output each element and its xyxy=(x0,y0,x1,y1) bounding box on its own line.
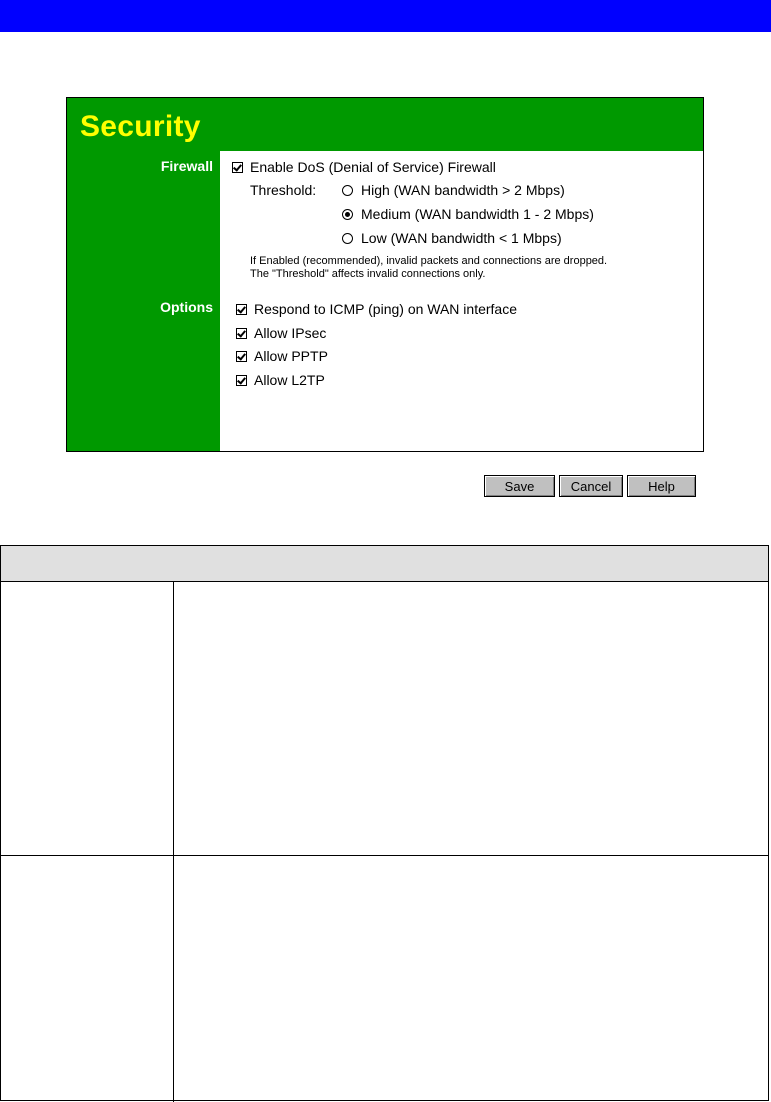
save-button[interactable]: Save xyxy=(484,475,555,497)
firewall-note-2: The "Threshold" affects invalid connections only. xyxy=(250,268,486,280)
respond-icmp-label: Respond to ICMP (ping) on WAN interface xyxy=(254,301,518,317)
threshold-high-radio[interactable] xyxy=(342,185,353,196)
allow-l2tp-checkbox[interactable] xyxy=(236,375,247,386)
security-panel xyxy=(66,97,704,494)
allow-pptp-row[interactable] xyxy=(236,348,328,364)
threshold-high-row[interactable] xyxy=(342,182,565,198)
page-header-bar xyxy=(0,0,771,32)
firewall-section-label: Firewall xyxy=(160,158,213,174)
table-row-divider xyxy=(1,855,768,856)
threshold-low-radio[interactable] xyxy=(342,233,353,244)
help-button[interactable]: Help xyxy=(627,475,696,497)
cancel-button[interactable]: Cancel xyxy=(559,475,623,497)
threshold-medium-radio[interactable] xyxy=(342,209,353,220)
table-header-row xyxy=(1,546,768,582)
options-section-label: Options xyxy=(160,299,213,315)
threshold-medium-label: Medium (WAN bandwidth 1 - 2 Mbps) xyxy=(361,206,594,222)
allow-pptp-label: Allow PPTP xyxy=(254,348,328,364)
threshold-low-label: Low (WAN bandwidth < 1 Mbps) xyxy=(361,230,562,246)
threshold-label: Threshold: xyxy=(250,182,317,198)
allow-l2tp-label: Allow L2TP xyxy=(254,372,325,388)
allow-ipsec-label: Allow IPsec xyxy=(254,325,327,341)
table-column-divider xyxy=(173,582,174,1102)
allow-ipsec-checkbox[interactable] xyxy=(236,328,247,339)
firewall-note-1: If Enabled (recommended), invalid packets and connections are dropped. xyxy=(250,255,608,267)
page-title: Security xyxy=(80,110,201,143)
allow-ipsec-row[interactable] xyxy=(236,325,326,341)
respond-icmp-checkbox[interactable] xyxy=(236,304,247,315)
settings-content xyxy=(220,151,703,494)
threshold-low-row[interactable] xyxy=(342,230,562,246)
allow-pptp-checkbox[interactable] xyxy=(236,351,247,362)
allow-l2tp-row[interactable] xyxy=(236,372,325,388)
threshold-high-label: High (WAN bandwidth > 2 Mbps) xyxy=(361,182,565,198)
enable-dos-firewall-row[interactable] xyxy=(232,159,496,175)
enable-dos-firewall-checkbox[interactable] xyxy=(232,162,243,173)
enable-dos-firewall-label: Enable DoS (Denial of Service) Firewall xyxy=(250,159,496,175)
respond-icmp-row[interactable] xyxy=(236,301,517,317)
threshold-medium-row[interactable] xyxy=(342,206,594,222)
description-table xyxy=(0,545,769,1101)
